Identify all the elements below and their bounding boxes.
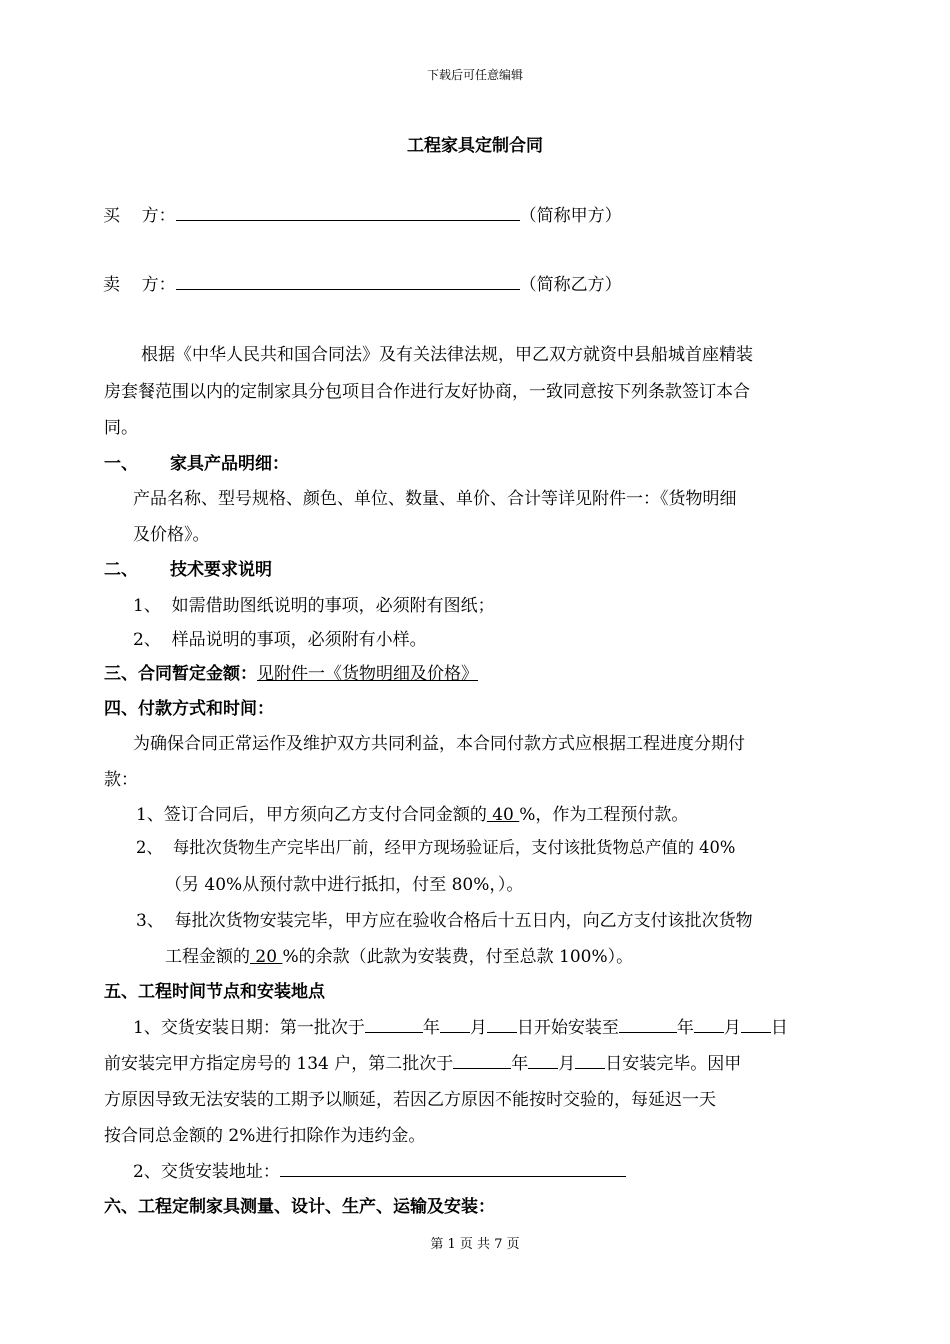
section-4-item-3-post: %的余款（此款为安装费，付至总款 100%）。 [282,947,634,967]
section-5-line-1 [133,1013,788,1038]
section-4-item-1-post: %，作为工程预付款。 [519,805,689,825]
delivery-address-label: 2、交货安装地址： [133,1162,280,1182]
seller-label: 卖 方： [103,275,176,295]
batch1-end-year-blank[interactable] [619,1018,677,1033]
advance-percent: 40 [486,805,520,825]
section-3-value: 见附件一《货物明细及价格》 [257,664,478,684]
section-4-item-1-pre: 1、签订合同后，甲方须向乙方支付合同金额的 [136,805,487,825]
intro-line-1: 根据《中华人民共和国合同法》及有关法律法规，甲乙双方就资中县船城首座精装 [141,345,753,365]
section-4-intro-2: 款： [104,770,138,790]
buyer-label: 买 方： [103,206,176,226]
seller-line [103,270,622,295]
buyer-suffix: （简称甲方） [519,206,622,226]
balance-percent: 20 [250,947,283,967]
batch1-start-month-blank[interactable] [440,1018,470,1033]
section-5-title: 五、工程时间节点和安装地点 [104,982,325,1002]
buyer-blank[interactable] [176,206,520,221]
section-1-title: 家具产品明细： [170,454,289,474]
batch2-day-blank[interactable] [575,1054,605,1069]
section-4-title: 四、付款方式和时间： [104,699,274,719]
batch2-text: 前安装完甲方指定房号的 134 户，第二批次于 [104,1054,454,1074]
batch2-complete-text: 日安装完毕。因甲 [605,1054,742,1074]
month-label: 月 [469,1018,487,1038]
batch1-start-day-blank[interactable] [487,1018,517,1033]
day-label: 日 [770,1018,788,1038]
page-header: 下载后可任意编辑 [426,68,523,82]
section-1-line-1: 产品名称、型号规格、颜色、单位、数量、单价、合计等详见附件一：《货物明细 [133,489,737,509]
section-2-item-2: 2、 样品说明的事项，必须附有小样。 [133,630,427,650]
section-2-title: 技术要求说明 [170,560,272,580]
section-5-line-4: 按合同总金额的 2%进行扣除作为违约金。 [104,1126,426,1146]
section-4-item-3-line-1: 3、 每批次货物安装完毕，甲方应在验收合格后十五日内，向乙方支付该批次货物 [136,911,753,931]
intro-line-2: 房套餐范围以内的定制家具分包项目合作进行友好协商，一致同意按下列条款签订本合 [104,382,750,402]
batch2-year-blank[interactable] [453,1054,511,1069]
section-1-number: 一、 [104,454,138,474]
batch2-month-blank[interactable] [528,1054,558,1069]
document-title: 工程家具定制合同 [407,136,543,156]
section-5-line-3: 方原因导致无法安装的工期予以顺延，若因乙方原因不能按时交验的，每延迟一天 [104,1090,716,1110]
month-label: 月 [723,1018,741,1038]
year-label: 年 [422,1018,440,1038]
section-5-address-line [133,1157,626,1182]
delivery-date-label: 1、交货安装日期：第一批次于 [133,1018,365,1038]
batch1-end-month-blank[interactable] [694,1018,724,1033]
section-4-item-3-line-2 [165,942,633,967]
batch1-start-year-blank[interactable] [365,1018,423,1033]
intro-line-3: 同。 [104,418,138,438]
section-1-line-2: 及价格》。 [133,525,210,545]
section-4-item-2-line-1: 2、 每批次货物生产完毕出厂前，经甲方现场验证后，支付该批货物总产值的 40% [136,838,736,857]
year-label: 年 [511,1054,529,1074]
batch1-end-day-blank[interactable] [741,1018,771,1033]
seller-suffix: （简称乙方） [519,275,622,295]
section-4-item-3-pre: 工程金额的 [165,947,250,967]
section-4-item-1 [136,800,688,825]
section-3-title: 三、合同暂定金额： [104,664,257,684]
page-footer: 第 1 页 共 7 页 [430,1237,520,1252]
start-install-text: 日开始安装至 [516,1018,619,1038]
section-2-item-1: 1、 如需借助图纸说明的事项，必须附有图纸； [133,596,495,616]
section-4-item-2-line-2: （另 40%从预付款中进行抵扣，付至 80%，）。 [165,875,524,895]
section-6-title: 六、工程定制家具测量、设计、生产、运输及安装： [104,1197,495,1217]
delivery-address-blank[interactable] [280,1162,626,1177]
year-label: 年 [676,1018,694,1038]
month-label: 月 [558,1054,576,1074]
section-5-line-2 [104,1049,741,1074]
section-4-intro-1: 为确保合同正常运作及维护双方共同利益，本合同付款方式应根据工程进度分期付 [133,734,745,754]
buyer-line [103,201,622,226]
seller-blank[interactable] [176,275,520,290]
section-3-line [104,659,478,684]
section-2-number: 二、 [104,560,138,580]
